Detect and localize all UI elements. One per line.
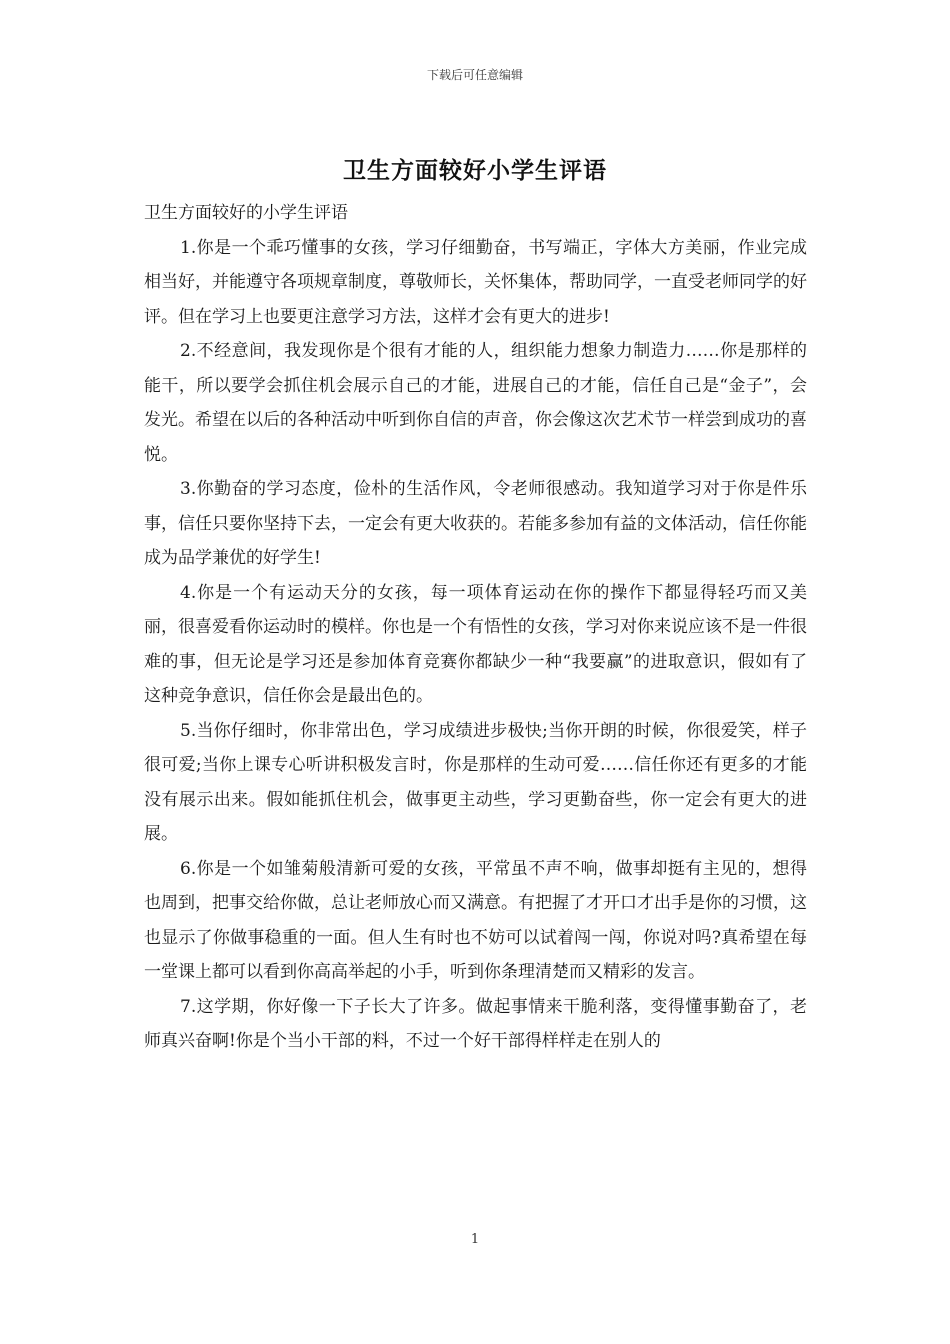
- comment-paragraph-4: 4.你是一个有运动天分的女孩，每一项体育运动在你的操作下都显得轻巧而又美丽，很喜爱看你运动时的模样。你也是一个有悟性的女孩，学习对你来说应该不是一件很难的事，但无论是学习还是参加体育竞赛你都缺少一种“我要赢”的进取意识，假如有了这种竞争意识，信任你会是最出色的。: [144, 582, 807, 706]
- comment-paragraph-1: 1.你是一个乖巧懂事的女孩，学习仔细勤奋，书写端正，字体大方美丽，作业完成相当好，并能遵守各项规章制度，尊敬师长，关怀集体，帮助同学，一直受老师同学的好评。但在学习上也要更注意学习方法，这样才会有更大的进步!: [144, 237, 807, 327]
- document-title: 卫生方面较好小学生评语: [343, 158, 607, 184]
- comment-paragraph-3: 3.你勤奋的学习态度，俭朴的生活作风，令老师很感动。我知道学习对于你是件乐事，信任只要你坚持下去，一定会有更大收获的。若能多参加有益的文体活动，信任你能成为品学兼优的好学生!: [144, 479, 807, 568]
- comment-paragraph-2: 2.不经意间，我发现你是个很有才能的人，组织能力想象力制造力……你是那样的能干，所以要学会抓住机会展示自己的才能，进展自己的才能，信任自己是“金子”，会发光。希望在以后的各种活动中听到你自信的声音，你会像这次艺术节一样尝到成功的喜悦。: [144, 341, 807, 465]
- page-header: 下载后可任意编辑: [426, 68, 523, 82]
- comment-paragraph-6: 6.你是一个如雏菊般清新可爱的女孩，平常虽不声不响，做事却挺有主见的，想得也周到，把事交给你做，总让老师放心而又满意。有把握了才开口才出手是你的习惯，这也显示了你做事稳重的一面。但人生有时也不妨可以试着闯一闯，你说对吗?真希望在每一堂课上都可以看到你高高举起的小手，听到你条理清楚而又精彩的发言。: [144, 858, 807, 982]
- page-number: 1: [470, 1232, 480, 1247]
- comment-paragraph-5: 5.当你仔细时，你非常出色，学习成绩进步极快;当你开朗的时候，你很爱笑，样子很可爱;当你上课专心听讲积极发言时，你是那样的生动可爱……信任你还有更多的才能没有展示出来。假如能抓住机会，做事更主动些，学习更勤奋些，你一定会有更大的进展。: [144, 720, 807, 844]
- comment-paragraph-7: 7.这学期，你好像一下子长大了许多。做起事情来干脆利落，变得懂事勤奋了，老师真兴奋啊!你是个当小干部的料，不过一个好干部得样样走在别人的: [144, 996, 807, 1051]
- document-body: [144, 196, 807, 1059]
- document-subtitle: 卫生方面较好的小学生评语: [144, 203, 348, 223]
